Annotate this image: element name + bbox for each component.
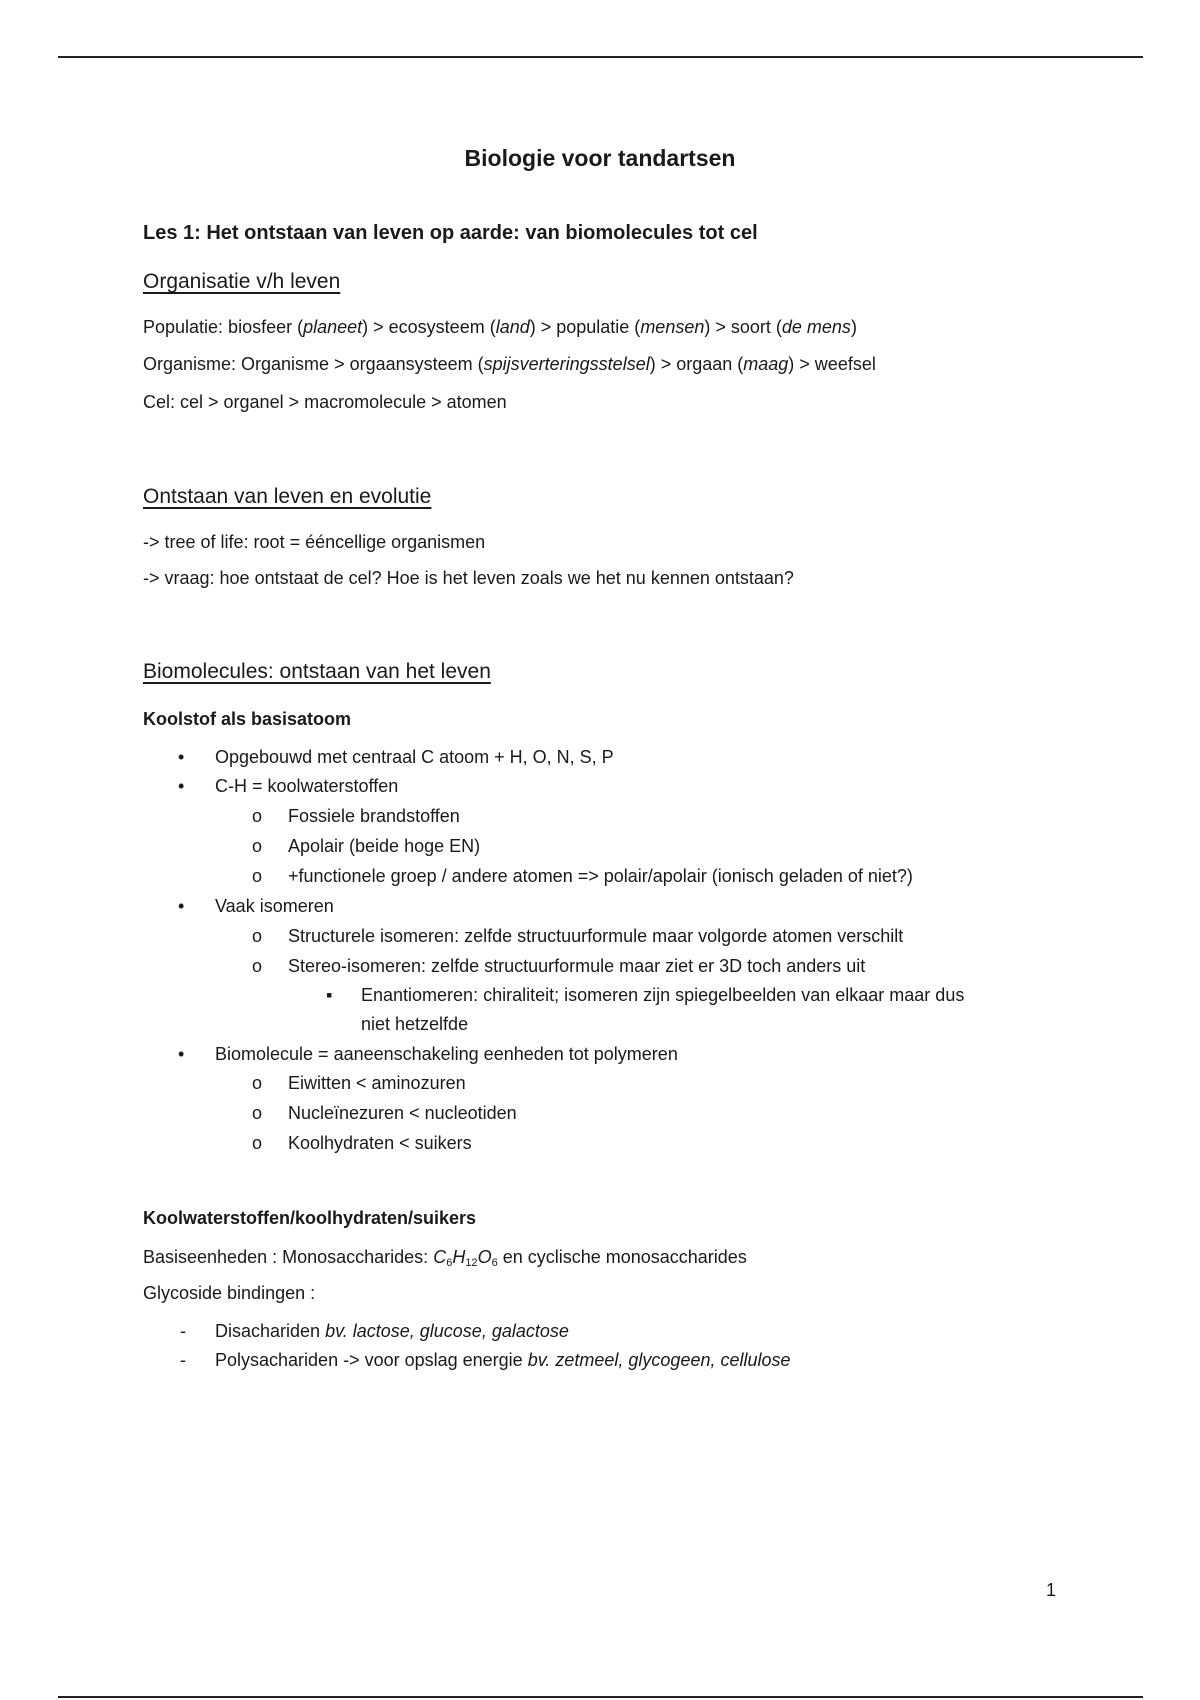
circle-marker: o (252, 956, 263, 976)
list-item: Enantiomeren: chiraliteit; isomeren zijn spiegelbeelden van elkaar maar dus (361, 985, 965, 1005)
section-heading-ontstaan: Ontstaan van leven en evolutie (143, 485, 432, 508)
list-item: Koolhydraten < suikers (288, 1133, 472, 1153)
list-item-continuation: niet hetzelfde (361, 1014, 469, 1034)
dash-marker: - (180, 1321, 186, 1341)
list-item: +functionele groep / andere atomen => polair/apolair (ionisch geladen of niet?) (288, 866, 913, 886)
subheading-koolstof: Koolstof als basisatoom (143, 709, 352, 729)
subheading-koolwaterstoffen: Koolwaterstoffen/koolhydraten/suikers (143, 1208, 477, 1228)
circle-marker: o (252, 866, 263, 886)
list-item: Opgebouwd met centraal C atoom + H, O, N, S, P (215, 747, 614, 767)
bullet-marker: • (178, 896, 185, 916)
list-item: C-H = koolwaterstoffen (215, 776, 399, 796)
list-item: Vaak isomeren (215, 896, 334, 916)
list-item: Stereo-isomeren: zelfde structuurformule maar ziet er 3D toch anders uit (288, 956, 866, 976)
lesson-heading: Les 1: Het ontstaan van leven op aarde: van biomolecules tot cel (143, 222, 758, 244)
text-line-tree-of-life: -> tree of life: root = ééncellige organismen (143, 532, 486, 552)
text-line-basiseenheden: Basiseenheden : Monosaccharides: $C_6H_{12}O_6$ en cyclische monosaccharides (143, 1247, 747, 1269)
section-heading-organisatie: Organisatie v/h leven (143, 270, 341, 293)
document-title: Biologie voor tandartsen (464, 145, 736, 171)
text-line-vraag: -> vraag: hoe ontstaat de cel? Hoe is het leven zoals we het nu kennen ontstaan? (143, 568, 794, 588)
bullet-marker: • (178, 1044, 185, 1064)
text-line-cel: Cel: cel > organel > macromolecule > atomen (143, 392, 507, 412)
list-item: Biomolecule = aaneenschakeling eenheden tot polymeren (215, 1044, 678, 1064)
circle-marker: o (252, 1073, 263, 1093)
list-item: Eiwitten < aminozuren (288, 1073, 466, 1093)
circle-marker: o (252, 806, 263, 826)
header-rule (58, 56, 1143, 58)
text-line-populatie: Populatie: biosfeer (planeet) > ecosysteem (land) > populatie (mensen) > soort (de mens) (143, 317, 857, 337)
circle-marker: o (252, 836, 263, 856)
list-item: Fossiele brandstoffen (288, 806, 460, 826)
circle-marker: o (252, 1103, 263, 1123)
dash-marker: - (180, 1350, 186, 1370)
list-item: Disachariden bv. lactose, glucose, galactose (215, 1321, 569, 1341)
circle-marker: o (252, 1133, 263, 1153)
text-line-organisme: Organisme: Organisme > orgaansysteem (spijsverteringsstelsel) > orgaan (maag) > weefsel (143, 354, 876, 374)
bullet-marker: • (178, 747, 185, 767)
list-item: Nucleïnezuren < nucleotiden (288, 1103, 517, 1123)
section-heading-biomolecules: Biomolecules: ontstaan van het leven (143, 660, 491, 683)
square-marker: ▪ (326, 985, 333, 1005)
list-item: Apolair (beide hoge EN) (288, 836, 481, 856)
circle-marker: o (252, 926, 263, 946)
text-line-glycoside: Glycoside bindingen : (143, 1283, 316, 1303)
list-item: Polysachariden -> voor opslag energie bv. zetmeel, glycogeen, cellulose (215, 1350, 791, 1370)
footer-rule (58, 1696, 1143, 1698)
list-item: Structurele isomeren: zelfde structuurformule maar volgorde atomen verschilt (288, 926, 904, 946)
page-number: 1 (1046, 1580, 1057, 1600)
bullet-marker: • (178, 776, 185, 796)
